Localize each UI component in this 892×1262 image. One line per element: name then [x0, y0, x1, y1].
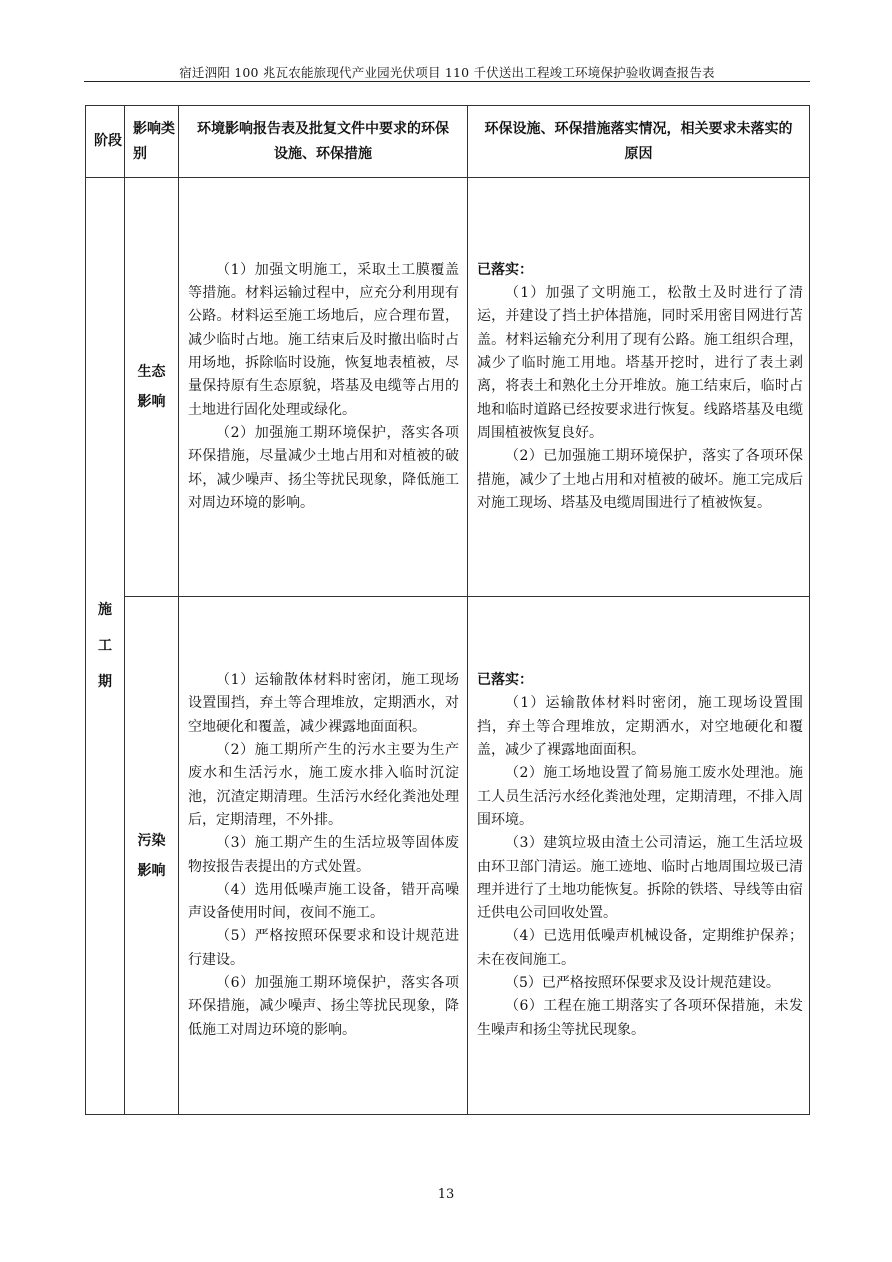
- requirement-item: （5）严格按照环保要求和设计规范进行建设。: [188, 928, 459, 968]
- stage-cell: [86, 178, 125, 1115]
- header-requirements: [179, 106, 468, 178]
- table-row: [86, 178, 810, 597]
- implementation-item: （4）已选用低噪声机械设备，定期维护保养；未在夜间施工。: [477, 928, 803, 968]
- report-header: 宿迁泗阳 100 兆瓦农能旅现代产业园光伏项目 110 千伏送出工程竣工环境保护验收调查报告表: [179, 65, 715, 80]
- requirement-item: （4）选用低噪声施工设备，错开高噪声设备使用时间，夜间不施工。: [188, 881, 459, 922]
- table-row: [86, 597, 810, 1115]
- requirement-item: （1）加强文明施工，采取土工膜覆盖等措施。材料运输过程中，应充分利用现有公路。材料运至施工场地后，应合理布置，减少临时占地。施工结束后及时撤出临时占用场地，拆除临时设施，恢复地表植被，尽量保持原有生态原貌，塔基及电缆等占用的土地进行固化处理或绿化。: [188, 261, 459, 418]
- requirement-item: （2）施工期所产生的污水主要为生产废水和生活污水，施工废水排入临时沉淀池，沉渣定期清理。生活污水经化粪池处理后，定期清理，不外排。: [188, 742, 459, 828]
- requirements-cell: [179, 597, 468, 1115]
- header-stage: [86, 106, 125, 178]
- header-category-label: 影响类别: [133, 120, 175, 162]
- status-label: 已落实：: [477, 672, 533, 689]
- stage-label: 施工期: [98, 602, 112, 690]
- implementation-item: （5）已严格按照环保要求及设计规范建设。: [505, 974, 780, 991]
- header-stage-label: 阶段: [94, 133, 122, 149]
- implementation-item: （1）运输散体材料时密闭，施工现场设置围挡，弃土等合理堆放，定期洒水，对空地硬化和覆盖，减少了裸露地面面积。: [477, 695, 803, 759]
- header-implementation: [468, 106, 810, 178]
- requirement-item: （6）加强施工期环境保护，落实各项环保措施，减少噪声、扬尘等扰民现象，降低施工对周边环境的影响。: [188, 974, 459, 1038]
- implementation-cell: [468, 597, 810, 1115]
- implementation-item: （3）建筑垃圾由渣土公司清运，施工生活垃圾由环卫部门清运。施工迹地、临时占地周围垃圾已清理并进行了土地功能恢复。拆除的铁塔、导线等由宿迁供电公司回收处置。: [477, 835, 803, 922]
- implementation-item: （6）工程在施工期落实了各项环保措施，未发生噪声和扬尘等扰民现象。: [477, 998, 803, 1038]
- status-label: 已落实：: [477, 261, 533, 278]
- implementation-item: （1）加强了文明施工，松散土及时进行了清运，并建设了挡土护体措施，同时采用密目网进行苫盖。材料运输充分利用了现有公路。施工组织合理，减少了临时施工用地。塔基开挖时，进行了表土剥离，将表土和熟化土分开堆放。施工结束后，临时占地和临时道路已经按要求进行恢复。线路塔基及电缆周围植被恢复良好。: [477, 285, 803, 441]
- category-cell: [125, 597, 179, 1115]
- requirement-item: （3）施工期产生的生活垃圾等固体废物按报告表提出的方式处置。: [188, 835, 459, 875]
- header-rule: [84, 81, 810, 82]
- header-requirements-label: 环境影响报告表及批复文件中要求的环保设施、环保措施: [197, 120, 449, 162]
- requirement-item: （1）运输散体材料时密闭，施工现场设置围挡，弃土等合理堆放，定期洒水，对空地硬化和覆盖，减少裸露地面面积。: [188, 672, 459, 735]
- table-header-row: [86, 106, 810, 178]
- category-label: 污染影响: [137, 832, 166, 879]
- implementation-item: （2）已加强施工期环境保护，落实了各项环保措施，减少了土地占用和对植被的破坏。施工完成后对施工现场、塔基及电缆周围进行了植被恢复。: [477, 448, 803, 511]
- measures-table: [85, 105, 810, 1115]
- requirement-item: （2）加强施工期环境保护，落实各项环保措施，尽量减少土地占用和对植被的破坏，减少噪声、扬尘等扰民现象，降低施工对周边环境的影响。: [188, 424, 459, 511]
- category-label: 生态影响: [137, 364, 166, 410]
- implementation-cell: [468, 178, 810, 597]
- header-category: [125, 106, 179, 178]
- header-implementation-label: 环保设施、环保措施落实情况，相关要求未落实的原因: [484, 120, 793, 162]
- category-cell: [125, 178, 179, 597]
- implementation-item: （2）施工场地设置了简易施工废水处理池。施工人员生活污水经化粪池处理，定期清理，不排入周围环境。: [477, 765, 803, 828]
- page-number: 13: [437, 1187, 455, 1202]
- requirements-cell: [179, 178, 468, 597]
